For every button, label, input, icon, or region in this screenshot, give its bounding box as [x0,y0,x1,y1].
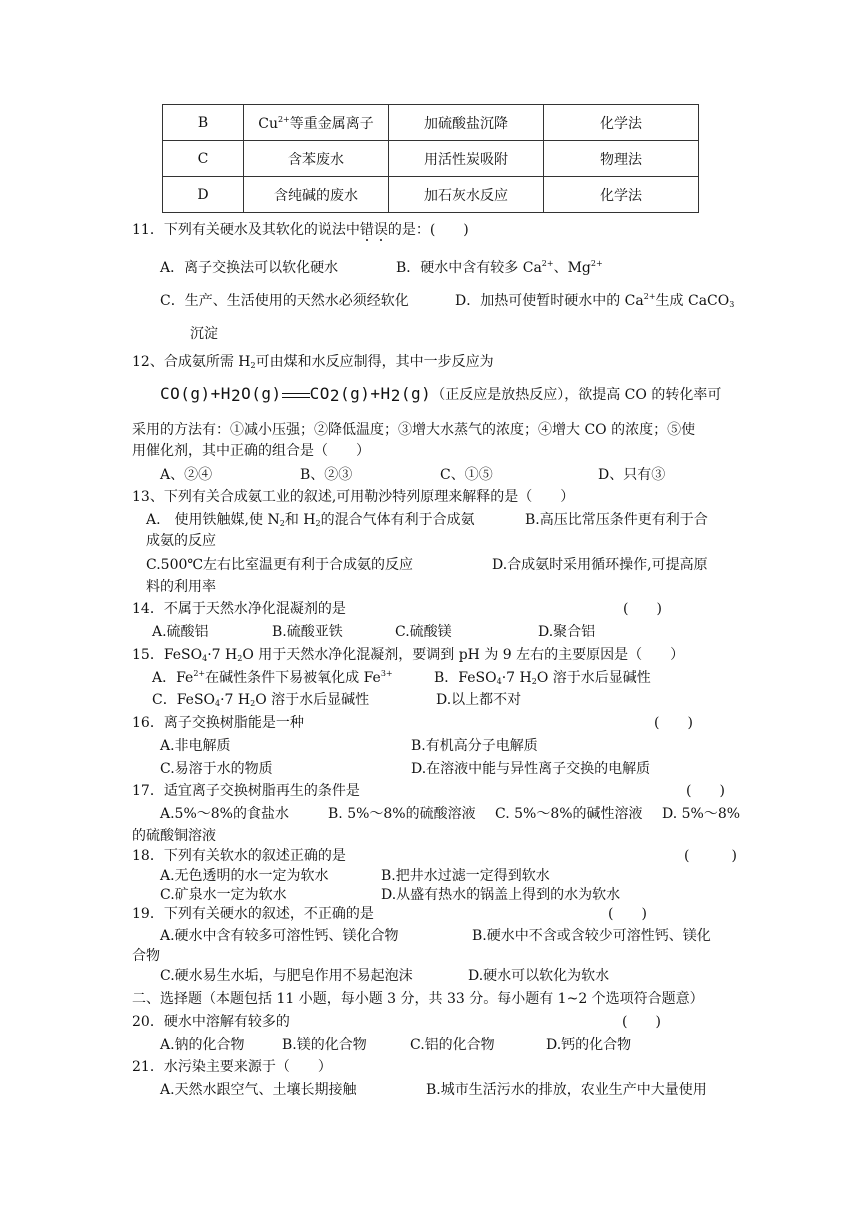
q16-option-c: C.易溶于水的物质 [160,761,273,777]
q14-option-d: D.聚合铝 [538,624,596,640]
q18-paren: ( ) [684,848,737,864]
q18-option-a: A.无色透明的水一定为软水 [160,868,329,884]
table-row [163,177,699,213]
q14-option-a: A.硫酸铝 [152,624,209,640]
q20-option-d: D.钙的化合物 [546,1037,632,1053]
q18-option-d: D.从盛有热水的锅盖上得到的水为软水 [381,887,621,903]
q17-stem: 17．适宜离子交换树脂再生的条件是 [132,783,360,799]
q11-option-c: C．生产、生活使用的天然水必须经软化 [160,293,409,309]
row-letter: D [163,177,244,213]
q13-option-c: C.500℃左右比室温更有利于合成氨的反应 [146,557,414,573]
row-pollutant: 含苯废水 [244,141,389,177]
q11-option-d-cont: 沉淀 [190,326,218,342]
q12-equation: $CO(g)+H_2O(g)$ $CO_2(g)+H_2(g)$（正反应是放热反应），欲提高 CO 的转化率可 [160,384,722,405]
q15-option-d: D.以上都不对 [436,692,522,708]
q12-stem: 12、合成氨所需 $H_2$可由煤和水反应制得，其中一步反应为 [132,354,494,370]
q13-option-d-cont: 料的利用率 [146,579,216,595]
q15-option-b: B．FeSO$_4$·7 $H_2O$ 溶于水后显碱性 [434,670,651,686]
q13-option-b: B.高压比常压条件更有利于合 [525,512,708,528]
row-type: 化学法 [544,105,699,141]
q13-option-b-cont: 成氨的反应 [146,533,216,549]
q16-option-a: A.非电解质 [160,738,231,754]
q20-stem: 20．硬水中溶解有较多的 [132,1014,290,1030]
q17-option-c: C. 5%～8%的碱性溶液 [495,806,643,822]
q18-option-b: B.把井水过滤一定得到软水 [381,868,550,884]
q12-line3: 采用的方法有：①减小压强；②降低温度；③增大水蒸气的浓度；④增大 CO 的浓度；⑤使 [132,422,696,438]
q14-paren: ( ) [623,601,662,617]
q12-option-a: A、②④ [160,467,213,483]
q13-stem: 13、下列有关合成氨工业的叙述,可用勒沙特列原理来解释的是（ ） [132,489,575,505]
q13-option-a: A. 使用铁触媒,使 $N_2$和 $H_2$的混合气体有利于合成氨 [146,512,475,528]
table-row [163,105,699,141]
row-letter: B [163,105,244,141]
row-method: 加石灰水反应 [389,177,544,213]
section-heading: 二、选择题（本题包括 11 小题，每小题 3 分，共 33 分。每小题有 1~2 个选项符合题意） [132,991,704,1007]
q19-option-c: C.硬水易生水垢，与肥皂作用不易起泡沫 [160,968,413,984]
row-pollutant: $Cu^{2+}$等重金属离子 [244,105,389,141]
q11-option-a: A．离子交换法可以软化硬水 [160,260,339,276]
q12-line4: 用催化剂，其中正确的组合是（ ） [132,443,370,459]
q17-option-a: A.5%～8%的食盐水 [160,806,289,822]
q15-option-c: C．FeSO$_4$·7 $H_2O$ 溶于水后显碱性 [152,692,370,708]
q11-option-b: B．硬水中含有较多 $Ca^{2+}$、$Mg^{2+}$ [396,259,603,276]
q17-option-d: D. 5%～8% [662,806,741,822]
q16-stem: 16．离子交换树脂能是一种 [132,715,304,731]
q14-stem: 14．不属于天然水净化混凝剂的是 [132,601,346,617]
q21-stem: 21．水污染主要来源于（ ） [132,1059,332,1075]
q14-option-b: B.硫酸亚铁 [272,624,343,640]
q14-option-c: C.硫酸镁 [395,624,452,640]
row-type: 化学法 [544,177,699,213]
q19-option-b-cont: 合物 [132,948,160,964]
q12-option-c: C、①⑤ [440,467,493,483]
q15-stem: 15．FeSO$_4$·7 $H_2O$ 用于天然水净化混凝剂，要调到 pH 为 9 左右的主要原因是（ ） [132,647,685,663]
row-letter: C [163,141,244,177]
q20-option-c: C.铝的化合物 [410,1037,495,1053]
row-type: 物理法 [544,141,699,177]
q20-option-b: B.镁的化合物 [282,1037,367,1053]
row-method: 用活性炭吸附 [389,141,544,177]
q19-paren: ( ) [608,906,647,922]
q20-paren: ( ) [622,1014,661,1030]
q17-paren: ( ) [686,783,725,799]
q13-option-d: D.合成氨时采用循环操作,可提高原 [492,557,708,573]
q19-stem: 19．下列有关硬水的叙述，不正确的是 [132,906,374,922]
pollution-treatment-table [162,104,699,213]
q21-option-b: B.城市生活污水的排放，农业生产中大量使用 [426,1082,707,1098]
q16-option-b: B.有机高分子电解质 [411,738,538,754]
q16-option-d: D.在溶液中能与异性离子交换的电解质 [411,761,651,777]
q12-option-b: B、②③ [300,467,353,483]
q16-paren: ( ) [654,715,693,731]
q19-option-d: D.硬水可以软化为软水 [468,968,610,984]
table-row [163,141,699,177]
q11-option-d: D．加热可使暂时硬水中的 $Ca^{2+}$生成 CaCO$_3$ [455,292,735,309]
row-method: 加硫酸盐沉降 [389,105,544,141]
q18-stem: 18．下列有关软水的叙述正确的是 [132,848,346,864]
q15-option-a: A．$Fe^{2+}$在碱性条件下易被氧化成 $Fe^{3+}$ [152,669,393,686]
q18-option-c: C.矿泉水一定为软水 [160,887,287,903]
row-pollutant: 含纯碱的废水 [244,177,389,213]
q21-option-a: A.天然水跟空气、土壤长期接触 [160,1082,357,1098]
q12-option-d: D、只有③ [598,467,666,483]
equilibrium-arrow-icon [282,390,310,400]
q20-option-a: A.钠的化合物 [160,1037,245,1053]
q19-option-b: B.硬水中不含或含较少可溶性钙、镁化 [472,928,711,944]
q17-option-d-cont: 的硫酸铜溶液 [132,828,216,844]
q19-option-a: A.硬水中含有较多可溶性钙、镁化合物 [160,928,399,944]
q17-option-b: B. 5%～8%的硫酸溶液 [328,806,476,822]
q11-stem: 11．下列有关硬水及其软化的说法中错误的是：( ) [132,222,469,238]
